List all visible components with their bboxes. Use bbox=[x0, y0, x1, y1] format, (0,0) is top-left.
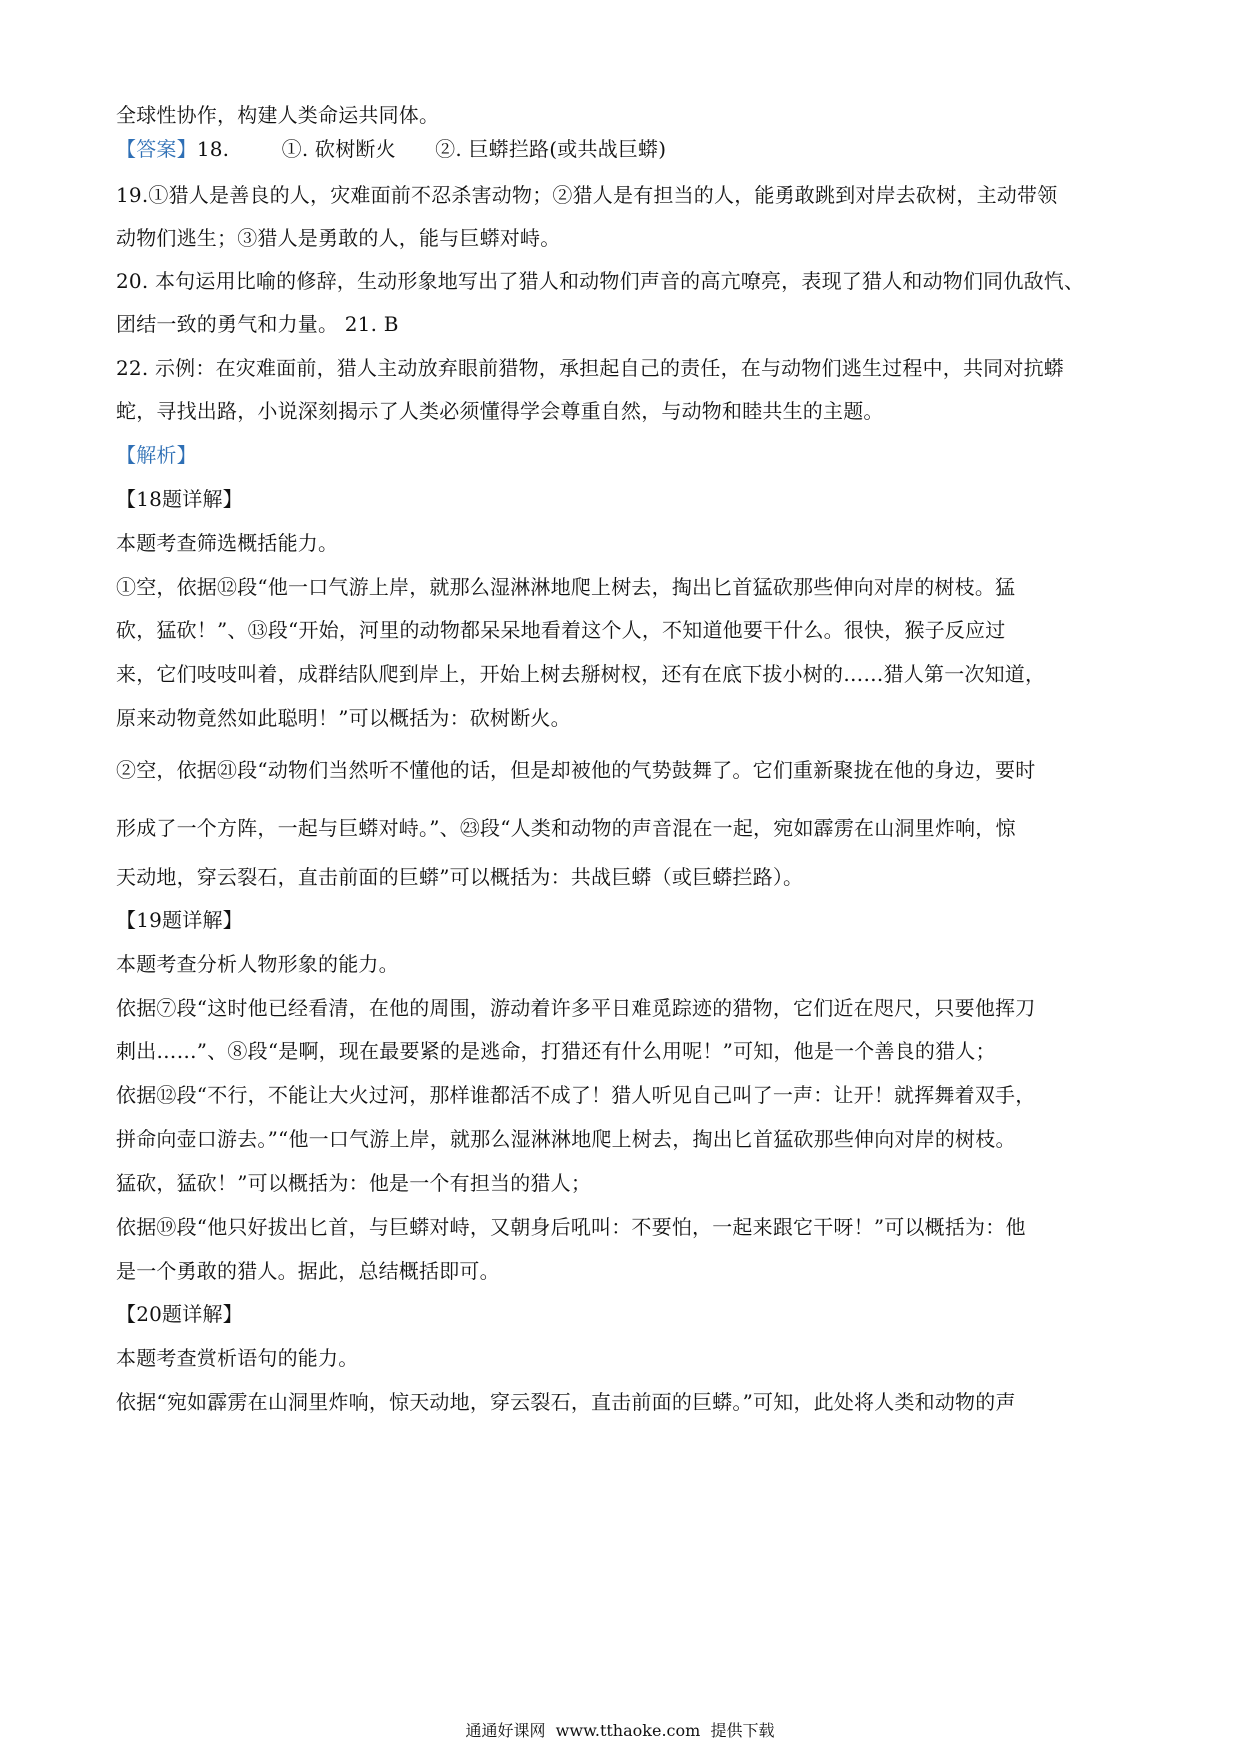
text-line: 本题考查分析人物形象的能力。 bbox=[116, 952, 399, 976]
section-heading: 【18题详解】 bbox=[116, 487, 243, 511]
text-line: 20. 本句运用比喻的修辞，生动形象地写出了猎人和动物们声音的高亢嘹亮，表现了猎人和动物们同仇敌忾、 bbox=[116, 269, 1085, 293]
text-line: 天动地，穿云裂石，直击前面的巨蟒”可以概括为：共战巨蟒（或巨蟒拦路）。 bbox=[116, 865, 804, 889]
text-line: 19.①猎人是善良的人，灾难面前不忍杀害动物；②猎人是有担当的人，能勇敢跳到对岸去砍树，主动带领 bbox=[116, 183, 1058, 207]
text-line: 来，它们吱吱叫着，成群结队爬到岸上，开始上树去掰树杈，还有在底下拔小树的……猎人第一次知道， bbox=[116, 662, 1046, 686]
text-line: 依据“宛如霹雳在山洞里炸响，惊天动地，穿云裂石，直击前面的巨蟒。”可知，此处将人类和动物的声 bbox=[116, 1390, 1016, 1414]
answer-line bbox=[116, 134, 1131, 164]
text-line: 猛砍，猛砍！”可以概括为：他是一个有担当的猎人； bbox=[116, 1171, 592, 1195]
text-line: 动物们逃生；③猎人是勇敢的人，能与巨蟒对峙。 bbox=[116, 226, 561, 250]
text-line: 依据⑫段“不行，不能让大火过河，那样谁都活不成了！猎人听见自己叫了一声：让开！就挥舞着双手， bbox=[116, 1083, 1036, 1107]
text-line: 22. 示例：在灾难面前，猎人主动放弃眼前猎物，承担起自己的责任，在与动物们逃生过程中，共同对抗蟒 bbox=[116, 356, 1064, 380]
answer-text: 18. ①. 砍树断火 ②. 巨蟒拦路(或共战巨蟒) bbox=[196, 137, 667, 161]
text-line: 本题考查筛选概括能力。 bbox=[116, 531, 339, 555]
text-line: 形成了一个方阵，一起与巨蟒对峙。”、㉓段“人类和动物的声音混在一起，宛如霹雳在山洞里炸响，惊 bbox=[116, 816, 1016, 840]
section-heading: 【20题详解】 bbox=[116, 1302, 243, 1326]
text-line: 拼命向壶口游去。”“他一口气游上岸，就那么湿淋淋地爬上树去，掏出匕首猛砍那些伸向对岸的树枝。 bbox=[116, 1127, 1016, 1151]
section-heading: 【19题详解】 bbox=[116, 908, 243, 932]
text-line: 依据⑲段“他只好拔出匕首，与巨蟒对峙，又朝身后吼叫：不要怕，一起来跟它干呀！”可以概括为：他 bbox=[116, 1215, 1026, 1239]
text-line: ①空，依据⑫段“他一口气游上岸，就那么湿淋淋地爬上树去，掏出匕首猛砍那些伸向对岸的树枝。猛 bbox=[116, 575, 1016, 599]
text-line: 砍，猛砍！”、⑬段“开始，河里的动物都呆呆地看着这个人，不知道他要干什么。很快，猴子反应过 bbox=[116, 618, 1006, 642]
text-line: 刺出……”、⑧段“是啊，现在最要紧的是逃命，打猎还有什么用呢！”可知，他是一个善良的猎人； bbox=[116, 1039, 996, 1063]
text-line: 本题考查赏析语句的能力。 bbox=[116, 1346, 359, 1370]
text-line: 是一个勇敢的猎人。据此，总结概括即可。 bbox=[116, 1259, 500, 1283]
text-line: 依据⑦段“这时他已经看清，在他的周围，游动着许多平日难觅踪迹的猎物，它们近在咫尺，只要他挥刀 bbox=[116, 996, 1036, 1020]
text-line: ②空，依据㉑段“动物们当然听不懂他的话，但是却被他的气势鼓舞了。它们重新聚拢在他的身边，要时 bbox=[116, 758, 1036, 782]
analysis-line bbox=[116, 440, 1131, 470]
answer-tag: 【答案】 bbox=[116, 137, 197, 161]
text-line: 团结一致的勇气和力量。 21. B bbox=[116, 312, 399, 336]
text-line: 原来动物竟然如此聪明！”可以概括为：砍树断火。 bbox=[116, 706, 571, 730]
text-line: 全球性协作，构建人类命运共同体。 bbox=[116, 103, 440, 127]
text-line: 蛇，寻找出路，小说深刻揭示了人类必须懂得学会尊重自然，与动物和睦共生的主题。 bbox=[116, 399, 884, 423]
analysis-tag: 【解析】 bbox=[116, 443, 197, 467]
page-footer: 通通好课网 www.tthaoke.com 提供下载 bbox=[465, 1721, 775, 1740]
